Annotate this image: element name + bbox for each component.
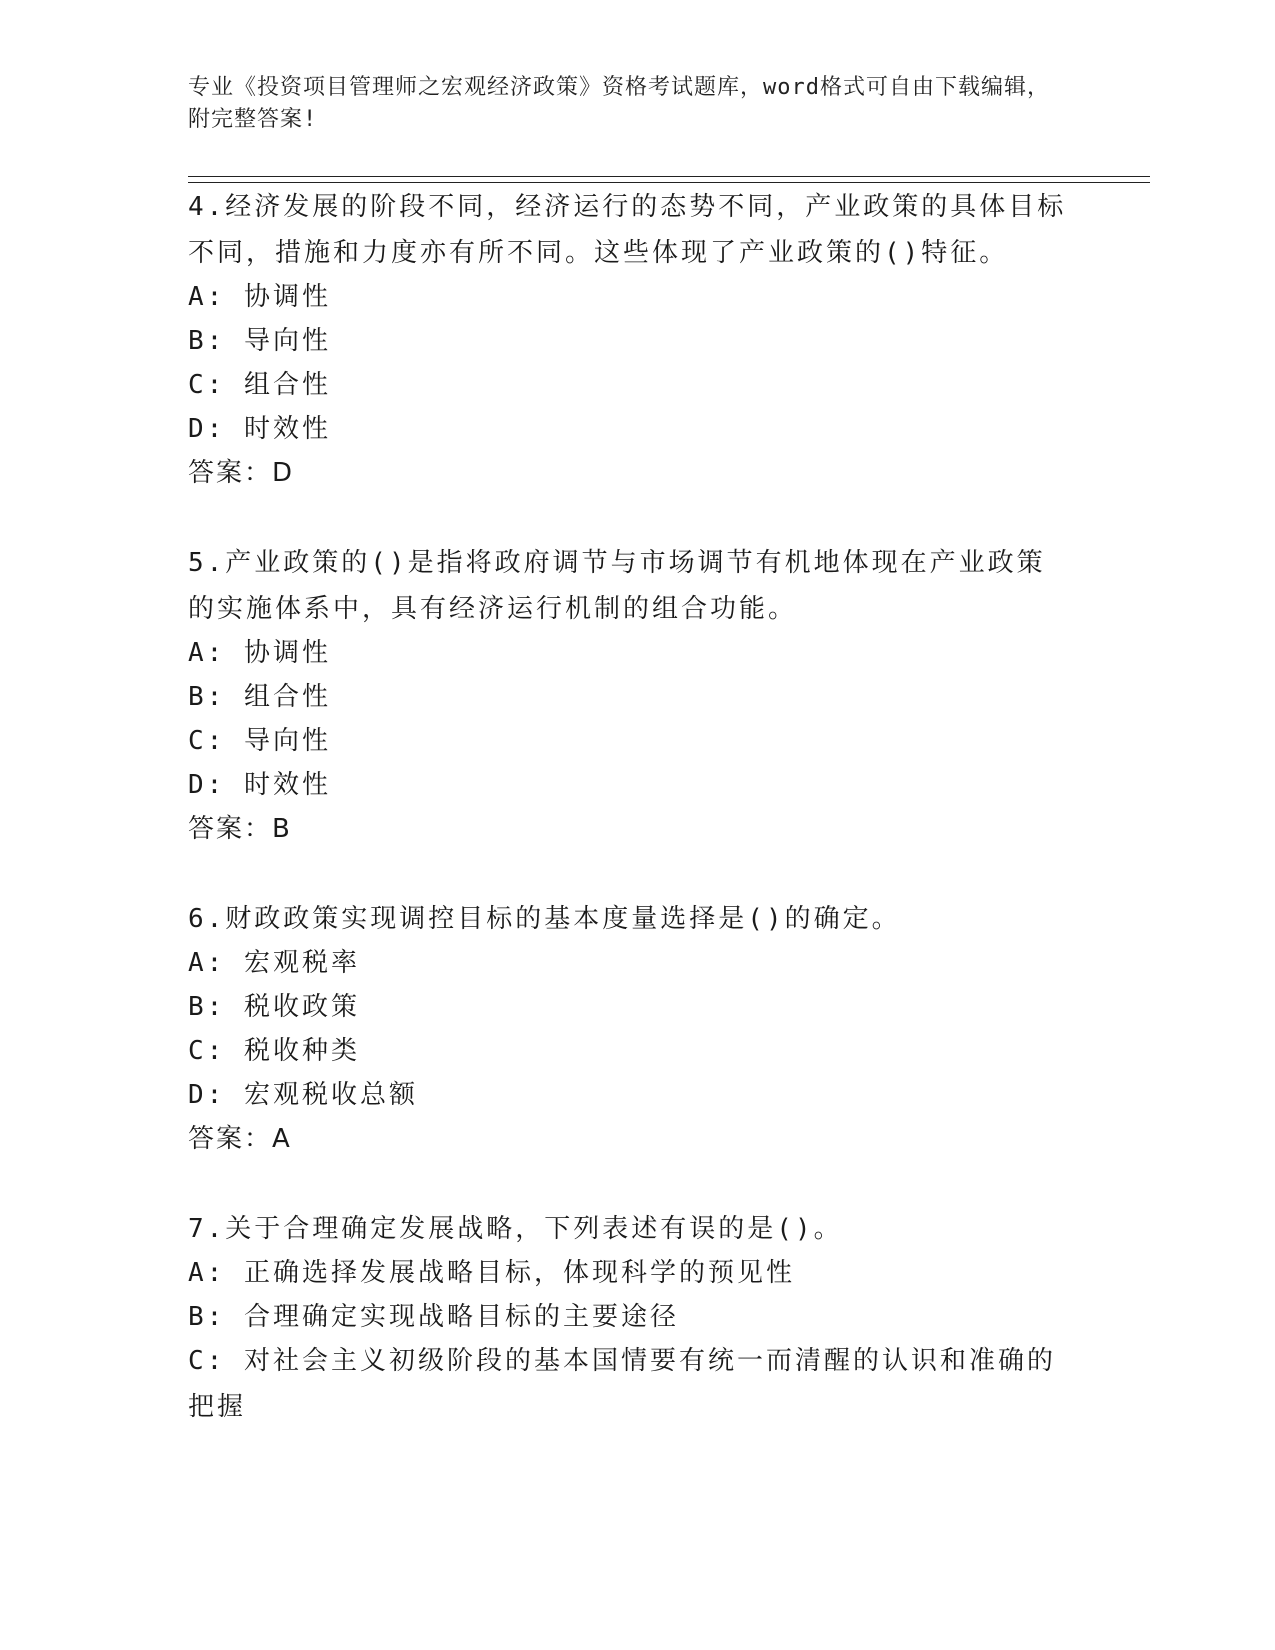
question-6-option-d: D: 宏观税收总额 [188,1080,418,1110]
question-4-option-c: C: 组合性 [188,370,331,400]
question-7-stem: 7.关于合理确定发展战略，下列表述有误的是()。 [188,1214,843,1244]
question-4-option-b: B: 导向性 [188,326,331,356]
header-divider-top [188,176,1150,177]
document-header: 专业《投资项目管理师之宏观经济政策》资格考试题库，word格式可自由下载编辑，附完整答案! [188,75,1050,132]
question-4-answer: 答案：D [188,458,295,488]
question-5-option-c: C: 导向性 [188,726,331,756]
header-divider-bottom [188,182,1150,183]
question-5-option-d: D: 时效性 [188,770,331,800]
question-6-option-a: A: 宏观税率 [188,948,360,978]
question-5-stem: 5.产业政策的()是指将政府调节与市场调节有机地体现在产业政策的实施体系中，具有经济运行机制的组合功能。 [188,548,1046,624]
question-5-option-a: A: 协调性 [188,638,331,668]
question-6-option-b: B: 税收政策 [188,992,360,1022]
question-7-option-c: C: 对社会主义初级阶段的基本国情要有统一而清醒的认识和准确的把握 [188,1346,1056,1422]
question-6-stem: 6.财政政策实现调控目标的基本度量选择是()的确定。 [188,904,901,934]
question-4-option-a: A: 协调性 [188,282,331,312]
question-6-answer: 答案：A [188,1124,292,1154]
question-5-answer: 答案：B [188,814,292,844]
question-6-option-c: C: 税收种类 [188,1036,360,1066]
question-7-option-b: B: 合理确定实现战略目标的主要途径 [188,1302,679,1332]
question-7-option-a: A: 正确选择发展战略目标，体现科学的预见性 [188,1258,795,1288]
question-4-stem: 4.经济发展的阶段不同，经济运行的态势不同，产业政策的具体目标不同，措施和力度亦有所不同。这些体现了产业政策的()特征。 [188,192,1067,268]
question-4-option-d: D: 时效性 [188,414,331,444]
question-5-option-b: B: 组合性 [188,682,331,712]
